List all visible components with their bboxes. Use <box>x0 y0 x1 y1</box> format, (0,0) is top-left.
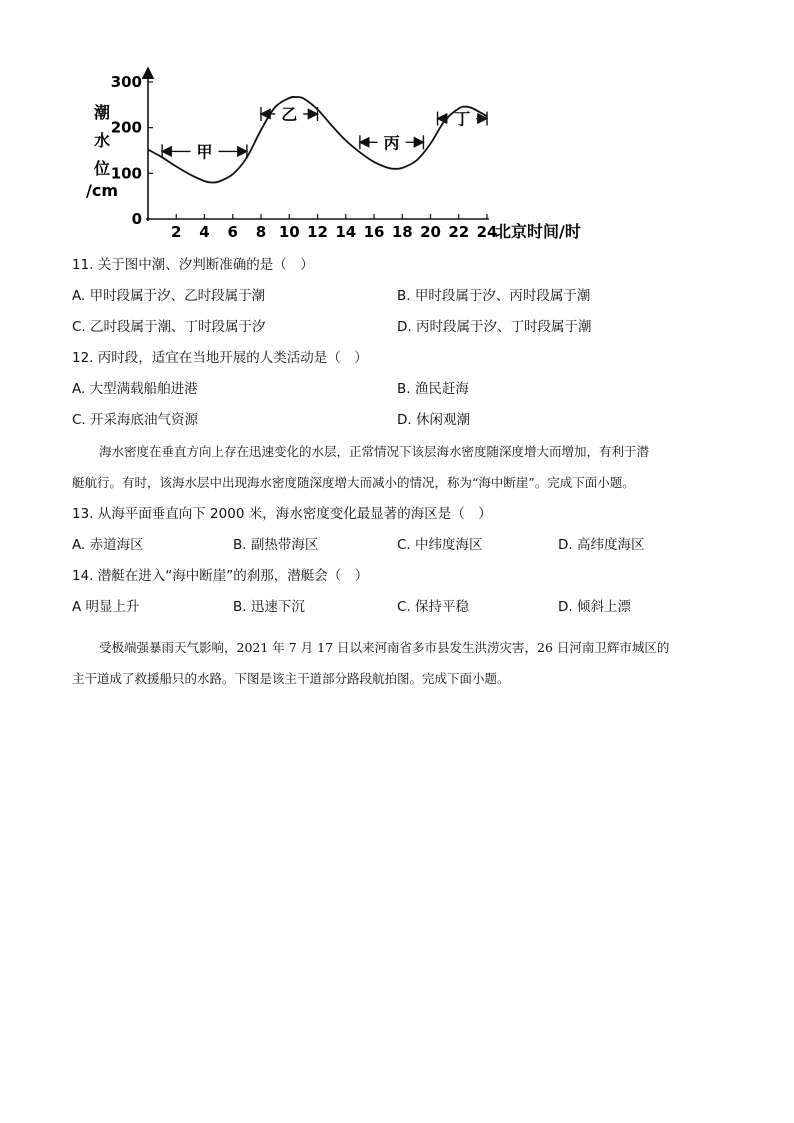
tide-chart-svg <box>70 60 630 250</box>
tide-chart <box>70 60 630 250</box>
y-axis-label-char: 潮 <box>93 103 111 122</box>
x-tick-label: 24 <box>476 223 498 241</box>
question-12-option-c[interactable]: C. 开采海底油气资源 <box>72 412 199 428</box>
question-14-stem: 14. 潜艇在进入“海中断崖”的刹那，潜艇会（ ） <box>72 568 369 584</box>
question-12-option-a[interactable]: A. 大型满载船舶进港 <box>72 381 198 397</box>
x-tick-label: 6 <box>227 223 238 241</box>
question-13-option-a[interactable]: A. 赤道海区 <box>72 537 144 553</box>
passage-ocean-density <box>72 436 718 498</box>
question-14-option-b[interactable]: B. 迅速下沉 <box>233 599 305 615</box>
x-axis-label: 北京时间/时 <box>495 222 581 241</box>
question-14-option-a[interactable]: A 明显上升 <box>72 599 140 615</box>
question-12-option-b[interactable]: B. 渔民赶海 <box>397 381 469 397</box>
question-11-option-b[interactable]: B. 甲时段属于汐、丙时段属于潮 <box>397 288 591 304</box>
question-13-option-b[interactable]: B. 副热带海区 <box>233 537 319 553</box>
question-14-option-c[interactable]: C. 保持平稳 <box>397 599 470 615</box>
question-13-option-c[interactable]: C. 中纬度海区 <box>397 537 483 553</box>
x-tick-label: 8 <box>255 223 267 241</box>
passage-2-line-1: 受极端强暴雨天气影响，2021 年 7 月 17 日以来河南省多市县发生洪涝灾害，26 日河南卫辉市城区的 <box>99 640 670 655</box>
question-12-stem: 12. 丙时段，适宜在当地开展的人类活动是（ ） <box>72 350 368 366</box>
passage-henan-flood <box>72 632 718 694</box>
passage-2-line-2: 主干道成了救援船只的水路。下图是该主干道部分路段航拍图。完成下面小题。 <box>72 671 510 686</box>
y-axis-unit: /cm <box>86 181 118 200</box>
question-12-option-d[interactable]: D. 休闲观潮 <box>397 412 470 428</box>
segment-label: 丙 <box>383 133 400 153</box>
y-tick-label: 0 <box>131 210 142 228</box>
question-11-option-c[interactable]: C. 乙时段属于潮、丁时段属于汐 <box>72 319 266 335</box>
y-tick-label: 100 <box>110 164 142 183</box>
x-tick-label: 16 <box>363 223 385 241</box>
y-axis-label-char: 位 <box>93 159 111 178</box>
x-tick-label: 18 <box>391 223 413 241</box>
x-tick-label: 10 <box>278 223 300 241</box>
x-tick-label: 2 <box>171 223 182 241</box>
x-tick-label: 4 <box>199 223 210 241</box>
x-tick-label: 14 <box>335 223 357 241</box>
question-11-option-d[interactable]: D. 丙时段属于汐、丁时段属于潮 <box>397 319 592 335</box>
segment-label: 乙 <box>281 104 298 124</box>
y-tick-label: 300 <box>110 73 142 91</box>
question-11-stem: 11. 关于图中潮、汐判断准确的是（ ） <box>72 257 314 273</box>
y-tick-label: 200 <box>110 118 142 137</box>
passage-1-line-1: 海水密度在垂直方向上存在迅速变化的水层，正常情况下该层海水密度随深度增大而增加，有利于潜 <box>99 444 650 459</box>
x-tick-label: 12 <box>307 223 328 241</box>
x-tick-label: 22 <box>448 223 470 241</box>
question-11-option-a[interactable]: A. 甲时段属于汐、乙时段属于潮 <box>72 288 266 304</box>
question-13-option-d[interactable]: D. 高纬度海区 <box>558 537 645 553</box>
y-axis-label-char: 水 <box>93 131 111 150</box>
question-13-stem: 13. 从海平面垂直向下 2000 米，海水密度变化最显著的海区是（ ） <box>72 506 492 522</box>
segment-label: 甲 <box>196 142 213 162</box>
passage-1-line-2: 艇航行。有时，该海水层中出现海水密度随深度增大而减小的情况，称为“海中断崖”。完成下面小题。 <box>72 475 635 490</box>
x-tick-label: 20 <box>420 223 441 241</box>
question-14-option-d[interactable]: D. 倾斜上漂 <box>558 599 631 615</box>
segment-label: 丁 <box>454 109 471 129</box>
